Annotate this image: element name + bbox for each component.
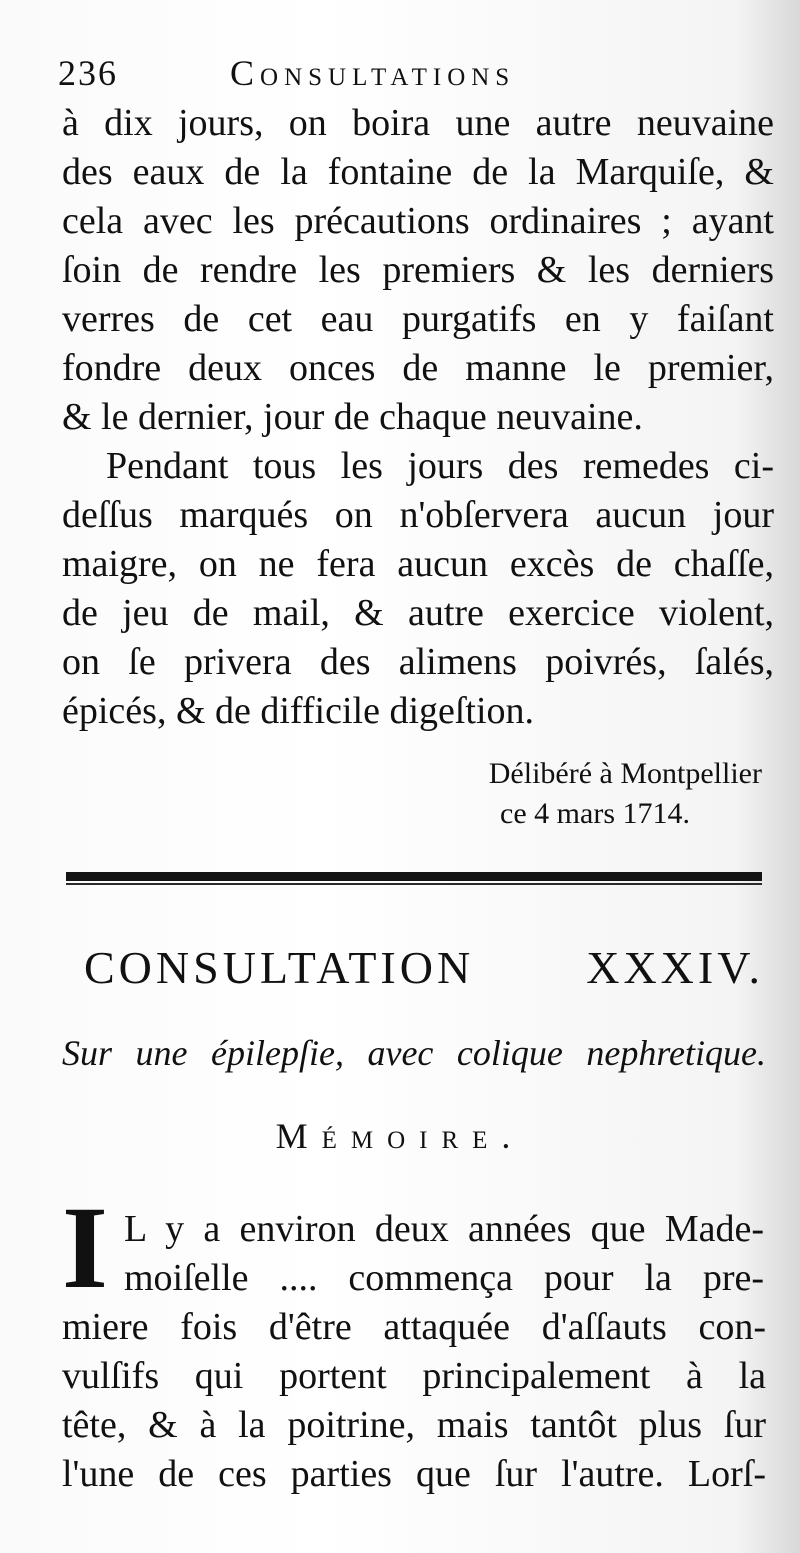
body-line: moiſelle .... commença pour la pre- [124,1257,764,1299]
body-line: cela avec les précautions ordinaires ; ayant [62,200,774,242]
signature-date: ce 4 mars 1714. [500,797,690,830]
rule-thin [66,883,762,885]
signature-line: Délibéré à Montpellier [488,757,762,790]
page-header [58,52,778,98]
body-line: fondre deux onces de manne le premier, [62,347,774,389]
body-line: on ſe privera des alimens poivrés, ſalés, [62,641,774,683]
body-line: & le dernier, jour de chaque neuvaine. [62,396,643,438]
body-line: deſſus marqués on n'obſervera aucun jour [62,494,774,536]
body-line: des eaux de la fontaine de la Marquiſe, & [62,151,774,193]
body-line: épicés, & de difficile digeſtion. [62,690,535,732]
section-heading: Mémoire. [275,1116,525,1156]
consultation-subtitle: Sur une épilepſie, avec colique nephretique. [62,1033,766,1073]
body-line: vulſifs qui portent principalement à la [62,1355,766,1397]
page-number: 236 [58,53,118,93]
consultation-title: CONSULTATION XXXIV. [84,942,764,993]
body-line: Pendant tous les jours des remedes ci- [106,445,774,487]
body-line: L y a environ deux années que Made- [124,1208,764,1250]
body-line: de jeu de mail, & autre exercice violent, [62,592,774,634]
body-line: verres de cet eau purgatifs en y faiſant [62,298,774,340]
rule-thick [66,872,762,881]
body-line: miere fois d'être attaquée d'aſſauts con- [62,1306,766,1348]
body-line: à dix jours, on boira une autre neuvaine [62,102,774,144]
body-line: tête, & à la poitrine, mais tantôt plus ſur [62,1404,766,1446]
running-title: Consultations [230,53,516,93]
body-line: l'une de ces parties que ſur l'autre. Lorſ- [62,1453,766,1495]
ornamental-rule [66,872,762,886]
body-line: maigre, on ne fera aucun excès de chaſſe, [62,543,774,585]
drop-cap: I [62,1182,108,1313]
body-line: ſoin de rendre les premiers & les derniers [62,249,774,291]
